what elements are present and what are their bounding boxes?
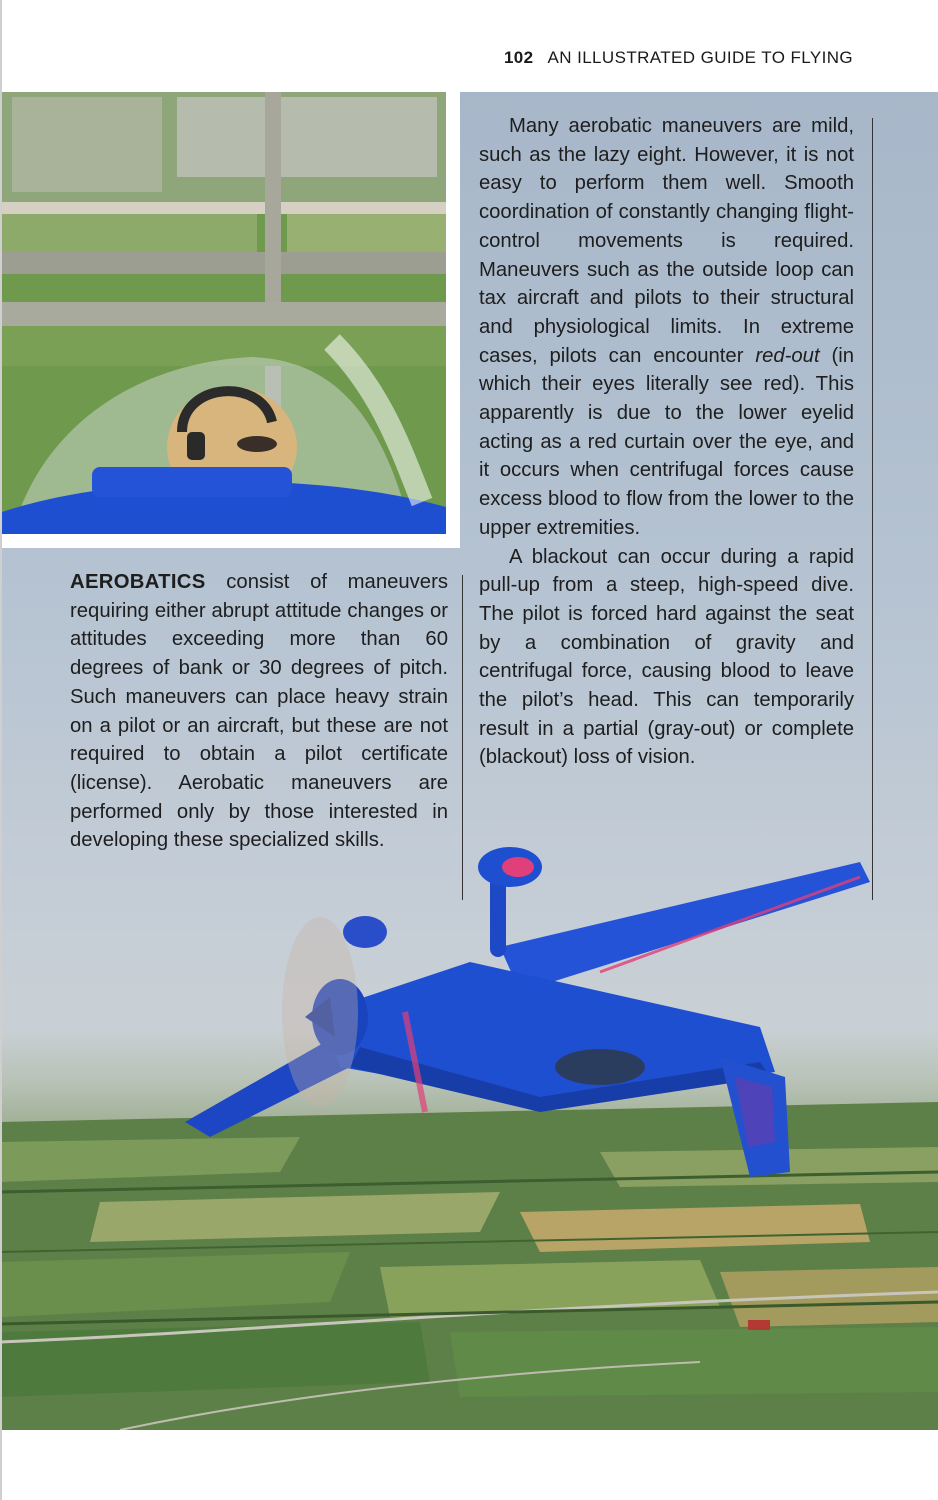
term-aerobatics: AEROBATICS [70,571,206,593]
para1-text-a: Many aerobatic maneuvers are mild, such as the lazy eight. However, it is not easy to perform them well. Smooth coordination of constantly changing flight-control movements is required. Maneuvers such as the outside loop can tax aircraft and pilots to their structural and physiological limits. In extreme cases, pilots can encounter [479,115,854,367]
running-head [504,48,853,68]
paragraph-aerobatics [70,568,448,855]
right-column [479,112,854,772]
paragraph-blackout: A blackout can occur during a rapid pull-up from a steep, high-speed dive. The pilot is forced hard against the seat by a combination of gravity and centrifugal force, causing blood to leave the pilot’s head. This can temporarily result in a partial (gray-out) or complete (blackout) loss of vision. [479,545,854,769]
page-edge [0,0,2,1500]
aerobatics-definition: consist of maneuvers requiring either abrupt attitude changes or attitudes exceeding more than 60 degrees of bank or 30 degrees of pitch. Such maneuvers can place heavy strain on a pilot or an aircraft, but these are not required to obtain a pilot certificate (license). Aerobatic maneuvers are performed only by those interested in developing these specialized skills. [70,571,448,852]
paragraph-redout [479,112,854,543]
column-divider-left [462,575,463,900]
cockpit-airfield-illustration [2,92,446,534]
book-title: AN ILLUSTRATED GUIDE TO FLYING [547,48,853,67]
inset-photo [2,92,460,548]
term-red-out: red-out [755,344,820,367]
column-divider-right [872,118,873,900]
bottom-margin [0,1430,938,1500]
left-column [70,568,448,855]
page-number: 102 [503,48,534,67]
para1-text-b: (in which their eyes literally see red). This apparently is due to the lower eyelid acting as a red curtain over the eye, and it occurs when centrifugal forces cause excess blood to flow from the lower to the upper extremities. [479,344,854,539]
